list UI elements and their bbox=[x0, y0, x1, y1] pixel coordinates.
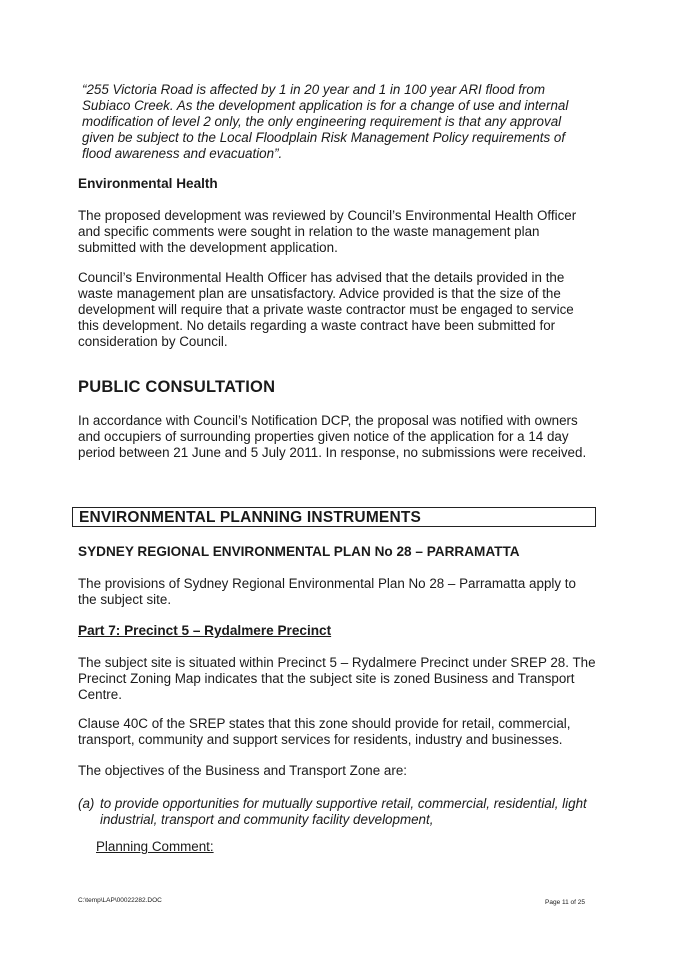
flood-quote: “255 Victoria Road is affected by 1 in 20 year and 1 in 100 year ARI flood from Subiaco Creek. As the development application is for a change of use and internal modification of level 2 only, the only engineering requirement is that any approval given be subject to the Local Floodplain Risk Management Policy requirements of flood awareness and evacuation”. bbox=[82, 82, 569, 161]
objective-a bbox=[78, 796, 598, 830]
part7-heading: Part 7: Precinct 5 – Rydalmere Precinct bbox=[78, 623, 332, 638]
objectives-intro: The objectives of the Business and Transport Zone are: bbox=[78, 763, 407, 778]
objective-a-marker: (a) bbox=[78, 796, 95, 811]
env-health-heading: Environmental Health bbox=[78, 176, 218, 191]
env-health-paragraph-2: Council’s Environmental Health Officer has advised that the details provided in the waste management plan are unsatisfactory. Advice provided is that the size of the development will require that a private waste contractor must be engaged to service this development. No details regarding a waste contract have been submitted for consideration by Council. bbox=[78, 270, 574, 349]
part7-paragraph-1: The subject site is situated within Precinct 5 – Rydalmere Precinct under SREP 28. The Precinct Zoning Map indicates that the subject site is zoned Business and Transport Centre. bbox=[78, 655, 596, 702]
epi-heading-box bbox=[72, 507, 596, 527]
epi-heading: ENVIRONMENTAL PLANNING INSTRUMENTS bbox=[79, 509, 422, 526]
part7-paragraph-2: Clause 40C of the SREP states that this zone should provide for retail, commercial, transport, community and support services for residents, industry and businesses. bbox=[78, 716, 571, 747]
objective-a-text: to provide opportunities for mutually supportive retail, commercial, residential, light industrial, transport and community facility development, bbox=[100, 796, 587, 827]
footer-page-number: Page 11 of 25 bbox=[545, 899, 585, 906]
public-consultation-heading: PUBLIC CONSULTATION bbox=[78, 378, 276, 396]
env-health-paragraph-1: The proposed development was reviewed by Council’s Environmental Health Officer and specific comments were sought in relation to the waste management plan submitted with the development application. bbox=[78, 208, 577, 255]
srep-paragraph: The provisions of Sydney Regional Environmental Plan No 28 – Parramatta apply to the subject site. bbox=[78, 576, 576, 607]
srep-heading: SYDNEY REGIONAL ENVIRONMENTAL PLAN No 28 – PARRAMATTA bbox=[78, 544, 520, 559]
planning-comment-label: Planning Comment: bbox=[96, 839, 214, 854]
public-consultation-paragraph: In accordance with Council’s Notification DCP, the proposal was notified with owners and occupiers of surrounding properties given notice of the application for a 14 day period between 21 June and 5 July 2011. In response, no submissions were received. bbox=[78, 413, 587, 460]
footer-file-path: C:\temp\LAP\00022282.DOC bbox=[78, 897, 162, 904]
